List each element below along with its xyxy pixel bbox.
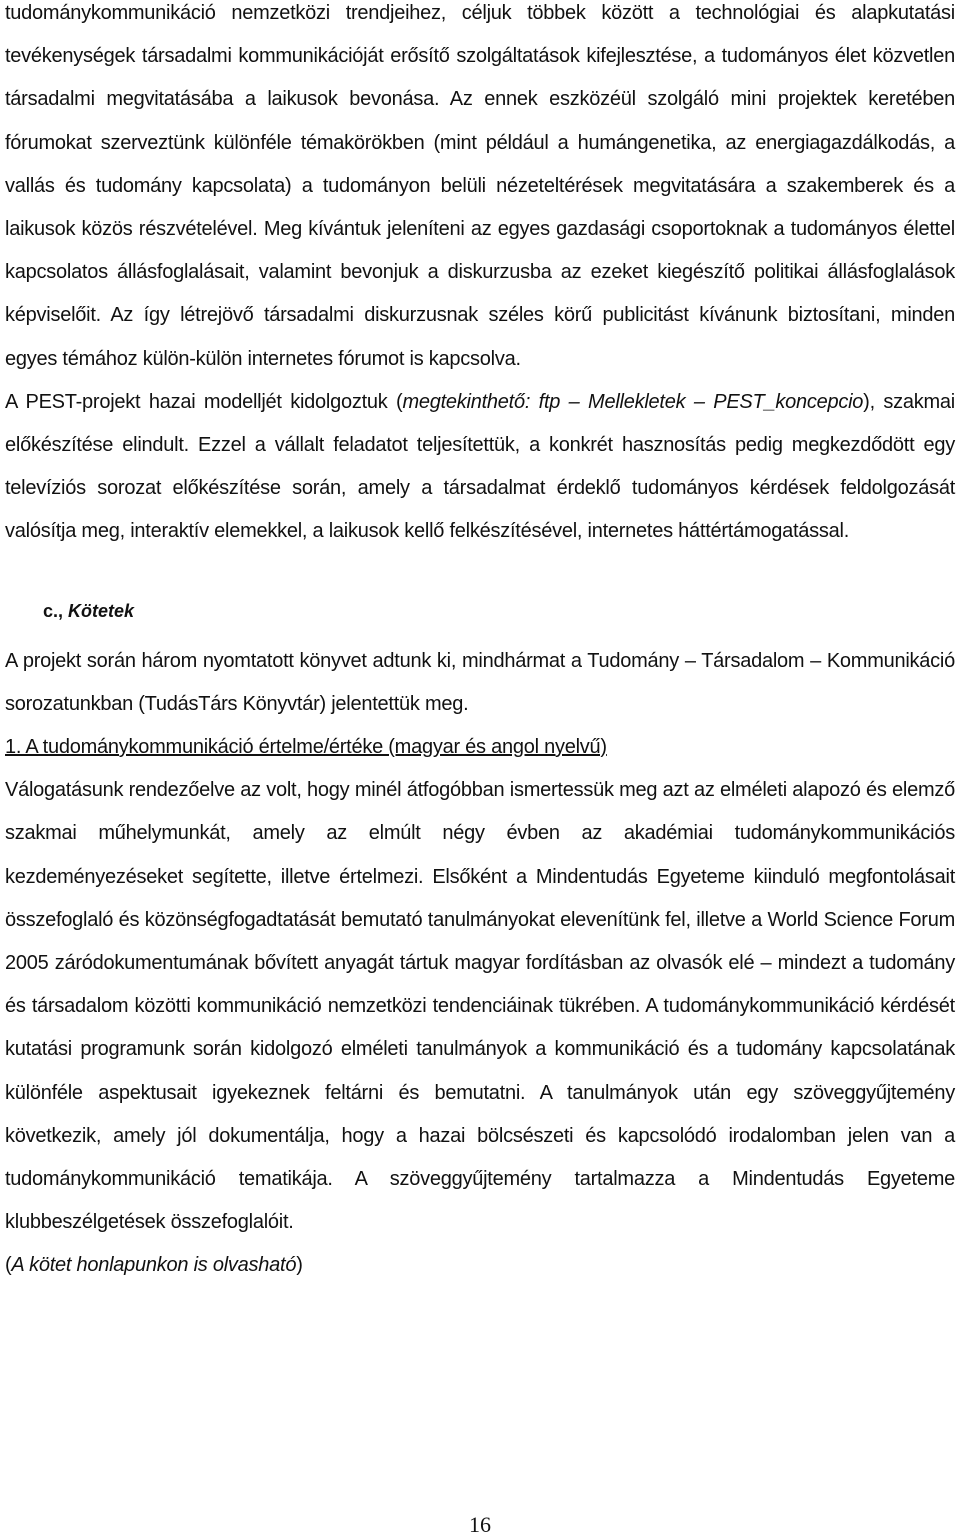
section-title: Kötetek — [63, 600, 135, 621]
paragraph-pest-model — [5, 381, 955, 554]
note-close-paren: ) — [296, 1254, 303, 1277]
ftp-reference: megtekinthető: ftp – Mellekletek – PEST_koncepcio — [402, 390, 864, 413]
section-label: c., — [43, 600, 64, 621]
note-read-online — [5, 1244, 955, 1287]
paragraph-pest-model-post: ), szakmai előkészítése elindult. Ezzel a vállalt feladatot teljesítettük, a konkrét hasznosítás pedig megkezdődött egy televíziós sorozat előkészítése során, amely a társadalmat érdeklő tudományos kérdések feldolgozását valósítja meg, interaktív elemekkel, a laikusok kellő felkészítésével, internetes háttértámogatással. — [5, 390, 955, 543]
paragraph-kotetek: A projekt során három nyomtatott könyvet adtunk ki, mindhármat a Tudomány – Társadalom – Kommunikáció sorozatunkban (TudásTárs Könyvtár) jelentettük meg. — [5, 649, 955, 715]
subheading-book-1: 1. A tudománykommunikáció értelme/értéke (magyar és angol nyelvű) — [5, 736, 607, 759]
note-open-paren: ( — [5, 1254, 12, 1277]
paragraph-valogatas: Válogatásunk rendezőelve az volt, hogy minél átfogóbban ismertessük meg azt az elméleti alapozó és elemző szakmai műhelymunkát, amely az elmúlt négy évben az akadémiai tudománykommunikációs kezdeményezéseket segítette, illetve értelmezi. Elsőként a Mindentudás Egyeteme kiinduló megfontolásait összefoglaló és közönségfogadtatását bemutató tanulmányokat elevenítünk fel, illetve a World Science Forum 2005 záródokumentumának bővített anyagát tártuk magyar fordításban az olvasók elé – mindezt a tudomány és társadalom közötti kommunikáció nemzetközi tendenciáinak tükrében. A tudománykommunikáció kérdését kutatási programunk során kidolgozó elméleti tanulmányok a kommunikáció és a tudomány kapcsolatának különféle aspektusait igyekeznek feltárni és bemutatni. A tanulmányok után egy szöveggyűjtemény következik, amely jól dokumentálja, hogy a hazai bölcsészeti és kapcsolódó irodalomban jelen van a tudománykommunikáció tematikája. A szöveggyűjtemény tartalmazza a Mindentudás Egyeteme klubbeszélgetések összefoglalóit. — [5, 779, 955, 1234]
paragraph-pest-intro: tudománykommunikáció nemzetközi trendjeihez, céljuk többek között a technológiai és alapkutatási tevékenységek társadalmi kommunikációját erősítő szolgáltatások kifejlesztése, a tudományos élet közvetlen társadalmi megvitatásába a laikusok bevonása. Az ennek eszközéül szolgáló mini projektek keretében fórumokat szerveztünk különféle témakörökben (mint például a humángenetika, az energiagazdálkodás, a vallás és tudomány kapcsolata) a tudományon belüli nézeteltérések megvitatására a szakemberek és a laikusok közös részvételével. Meg kívántuk jeleníteni az egyes gazdasági csoportoknak a tudományos élettel kapcsolatos állásfoglalásait, valamint bevonjuk a diskurzusba az ezeket kiegészítő politikai állásfoglalások képviselőit. Az így létrejövő társadalmi diskurzusnak széles körű publicitást kívánunk biztosítani, minden egyes témához külön-külön internetes fórumot is kapcsolva. — [5, 2, 955, 370]
section-heading-kotetek — [43, 598, 955, 624]
paragraph-pest-model-pre: A PEST-projekt hazai modelljét kidolgoztuk ( — [5, 390, 403, 413]
document-page — [5, 0, 955, 1288]
page-number: 16 — [469, 1512, 491, 1537]
note-text: A kötet honlapunkon is olvasható — [11, 1254, 297, 1277]
